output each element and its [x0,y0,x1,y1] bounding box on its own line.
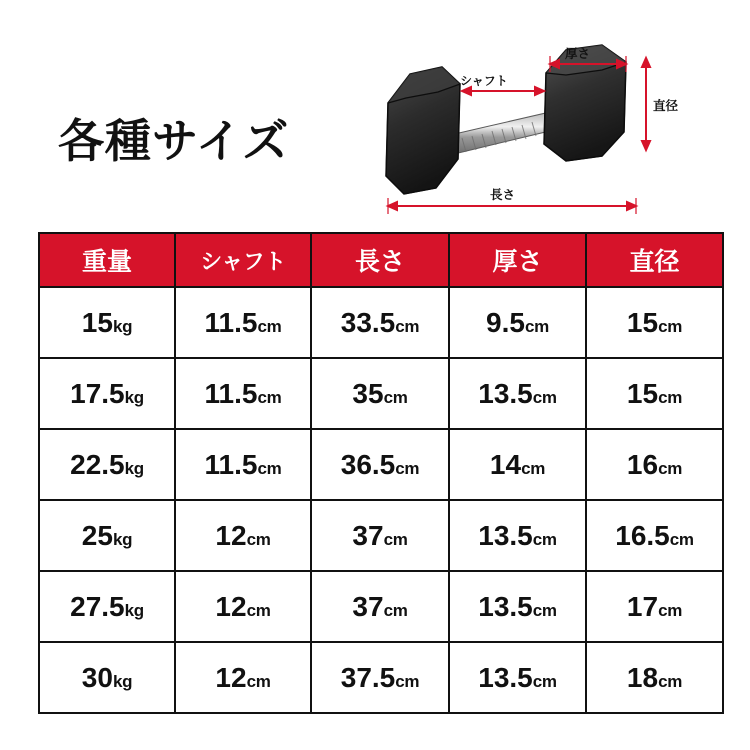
size-table [38,232,724,714]
value-weight: 15 [81,306,113,338]
cell-weight [39,571,175,642]
unit-diameter: cm [658,671,683,691]
column-header-length: 長さ [311,233,449,287]
column-header-weight: 重量 [39,233,175,287]
cell-length [311,642,449,713]
cell-diameter [586,500,723,571]
table-row [39,642,723,713]
value-diameter: 18 [626,661,659,693]
unit-diameter: cm [658,600,683,620]
cell-weight [39,358,175,429]
table-row [39,287,723,358]
value-diameter: 15 [626,306,659,338]
unit-thickness: cm [532,529,557,549]
value-thickness: 13.5 [478,519,533,551]
cell-length [311,358,449,429]
cell-shaft [175,429,311,500]
table-row [39,358,723,429]
column-header-diameter: 直径 [586,233,723,287]
value-weight: 17.5 [70,377,125,409]
unit-length: cm [383,600,408,620]
cell-shaft [175,500,311,571]
cell-shaft [175,642,311,713]
value-weight: 27.5 [70,590,125,622]
unit-length: cm [383,387,408,407]
value-thickness: 9.5 [486,306,525,338]
unit-weight: kg [124,387,144,407]
table-header-row [39,233,723,287]
value-thickness: 14 [489,448,522,480]
unit-length: cm [395,316,420,336]
cell-diameter [586,642,723,713]
cell-shaft [175,571,311,642]
value-length: 35 [352,377,384,409]
dimension-label-shaft: シャフト [460,74,508,88]
unit-diameter: cm [658,458,683,478]
cell-weight [39,500,175,571]
cell-shaft [175,287,311,358]
value-weight: 22.5 [70,448,125,480]
value-weight: 30 [81,661,113,693]
value-thickness: 13.5 [478,377,533,409]
cell-diameter [586,287,723,358]
value-length: 37.5 [340,661,396,693]
cell-thickness [449,287,586,358]
value-shaft: 11.5 [204,448,258,480]
product-illustration [350,28,680,223]
unit-weight: kg [124,458,144,478]
value-shaft: 12 [215,661,247,693]
cell-weight [39,287,175,358]
cell-diameter [586,571,723,642]
unit-length: cm [383,529,408,549]
unit-thickness: cm [532,387,557,407]
table-row [39,500,723,571]
unit-weight: kg [124,600,144,620]
cell-shaft [175,358,311,429]
table-row [39,571,723,642]
value-diameter: 17 [626,590,659,622]
value-length: 36.5 [340,448,396,480]
unit-length: cm [395,671,420,691]
value-length: 33.5 [340,306,396,338]
unit-diameter: cm [658,316,683,336]
unit-diameter: cm [669,529,694,549]
dimension-label-diameter: 直径 [653,99,679,113]
page-title: 各種サイズ [58,115,290,167]
column-header-thickness: 厚さ [449,233,586,287]
table-row [39,429,723,500]
value-diameter: 15 [626,377,659,409]
value-weight: 25 [81,519,113,551]
cell-thickness [449,358,586,429]
unit-weight: kg [112,671,133,691]
unit-shaft: cm [246,671,271,691]
value-shaft: 11.5 [204,306,258,338]
cell-length [311,429,449,500]
cell-diameter [586,429,723,500]
unit-thickness: cm [524,316,549,336]
unit-shaft: cm [257,387,282,407]
cell-weight [39,429,175,500]
value-length: 37 [352,590,384,622]
cell-diameter [586,358,723,429]
dimension-label-thickness: 厚さ [565,47,591,61]
value-length: 37 [352,519,384,551]
value-shaft: 11.5 [204,377,258,409]
cell-thickness [449,500,586,571]
unit-shaft: cm [246,529,271,549]
unit-thickness: cm [532,600,557,620]
value-shaft: 12 [215,590,247,622]
cell-thickness [449,571,586,642]
value-diameter: 16.5 [615,519,670,551]
value-diameter: 16 [626,448,659,480]
unit-shaft: cm [257,458,282,478]
unit-weight: kg [112,529,133,549]
cell-length [311,500,449,571]
cell-thickness [449,429,586,500]
unit-shaft: cm [246,600,271,620]
dimension-label-length: 長さ [490,188,516,202]
unit-thickness: cm [521,458,546,478]
cell-length [311,571,449,642]
value-thickness: 13.5 [478,590,533,622]
cell-length [311,287,449,358]
unit-length: cm [395,458,420,478]
unit-shaft: cm [257,316,282,336]
column-header-shaft: シャフト [175,233,311,287]
value-thickness: 13.5 [478,661,533,693]
cell-weight [39,642,175,713]
value-shaft: 12 [215,519,247,551]
unit-diameter: cm [658,387,683,407]
unit-thickness: cm [532,671,557,691]
unit-weight: kg [112,316,133,336]
cell-thickness [449,642,586,713]
